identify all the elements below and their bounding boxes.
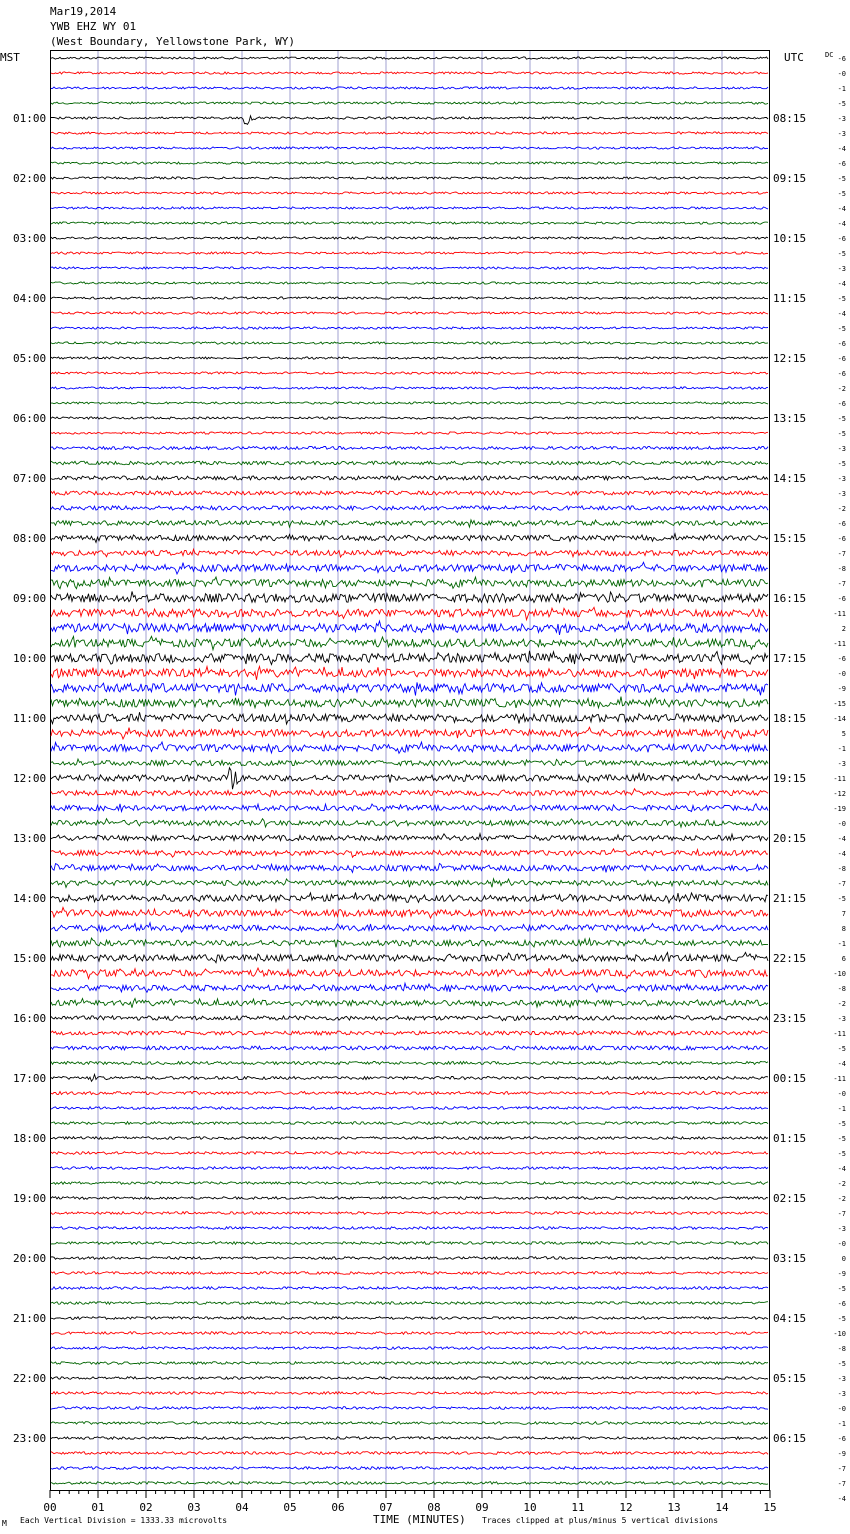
seismic-trace [51, 252, 768, 254]
left-hour-label: 17:00 [13, 1072, 47, 1085]
seismic-trace [51, 1137, 768, 1140]
right-hour-label: 20:15 [773, 832, 807, 845]
seismic-trace [51, 147, 768, 149]
seismic-trace [51, 1167, 768, 1170]
seismic-trace [51, 879, 768, 888]
left-hour-label: 10:00 [13, 652, 47, 665]
left-hour-label: 15:00 [13, 952, 47, 965]
dc-offset-value: -6 [837, 535, 846, 543]
x-tick-label: 06 [331, 1501, 345, 1514]
dc-offset-value: -7 [837, 880, 846, 888]
left-hour-label: 21:00 [13, 1312, 47, 1325]
x-tick-label: 14 [715, 1501, 729, 1514]
left-hour-label: 23:00 [13, 1432, 47, 1445]
dc-offset-value: -1 [837, 1420, 846, 1428]
right-hour-label: 01:15 [773, 1132, 807, 1145]
right-hour-label: 21:15 [773, 892, 807, 905]
seismic-trace [51, 1062, 768, 1065]
left-hour-label: 03:00 [13, 232, 47, 245]
grid [98, 51, 722, 1490]
seismic-trace [51, 222, 768, 224]
right-hour-label: 05:15 [773, 1372, 807, 1385]
dc-offset-value: -0 [837, 1405, 846, 1413]
seismic-trace [51, 893, 768, 903]
x-tick-label: 05 [283, 1501, 297, 1514]
dc-offset-value: -10 [833, 970, 846, 978]
dc-offset-value: -11 [833, 1030, 846, 1038]
seismic-trace [51, 282, 768, 284]
seismic-trace [51, 1332, 768, 1335]
left-hour-label: 02:00 [13, 172, 47, 185]
dc-offset-value: -6 [837, 1435, 846, 1443]
seismic-trace [51, 1046, 768, 1050]
dc-offset-value: -11 [833, 775, 846, 783]
dc-offset-value: -1 [837, 1105, 846, 1113]
x-tick-label: 09 [475, 1501, 489, 1514]
seismic-trace [51, 1107, 768, 1110]
dc-offset-value: -5 [837, 295, 846, 303]
seismic-trace [51, 1347, 768, 1350]
dc-offset-value: -6 [837, 340, 846, 348]
dc-offset-value: -0 [837, 670, 846, 678]
dc-offset-value: 6 [841, 955, 846, 963]
dc-offset-value: -7 [837, 1210, 846, 1218]
seismic-trace [51, 506, 768, 510]
x-tick-label: 11 [571, 1501, 585, 1514]
x-tick-label: 07 [379, 1501, 393, 1514]
right-hour-label: 12:15 [773, 352, 807, 365]
footer-left: Each Vertical Division = 1333.33 microvolts [20, 1516, 228, 1525]
seismic-trace [51, 742, 768, 753]
right-hour-label: 09:15 [773, 172, 807, 185]
dc-offset-value: -3 [837, 1390, 846, 1398]
dc-offset-value: -6 [837, 1300, 846, 1308]
dc-offset-value: -1 [837, 745, 846, 753]
right-hour-label: 17:15 [773, 652, 807, 665]
seismic-trace [51, 447, 768, 450]
right-hour-label: 22:15 [773, 952, 807, 965]
left-hour-label: 19:00 [13, 1192, 47, 1205]
x-axis-title: TIME (MINUTES) [373, 1513, 466, 1526]
x-tick-label: 03 [187, 1501, 201, 1514]
plot-frame [51, 51, 770, 1491]
dc-offset-value: -19 [833, 805, 846, 813]
seismic-trace [51, 1016, 768, 1021]
dc-offset-value: -3 [837, 760, 846, 768]
dc-offset-value: -3 [837, 130, 846, 138]
x-tick-label: 08 [427, 1501, 441, 1514]
right-hour-label: 19:15 [773, 772, 807, 785]
dc-offset-value: 0 [841, 1255, 846, 1263]
seismic-trace [51, 491, 768, 495]
dc-offset-value: -6 [837, 400, 846, 408]
dc-offset-value: -1 [837, 85, 846, 93]
seismic-trace [51, 1362, 768, 1365]
x-axis [43, 1490, 776, 1514]
corner-mark: M [2, 1519, 7, 1528]
seismic-trace [51, 237, 768, 239]
seismic-trace [51, 1092, 768, 1095]
seismic-trace [51, 983, 768, 992]
dc-offset-value: -9 [837, 685, 846, 693]
seismic-trace [51, 591, 768, 602]
seismic-trace [51, 102, 768, 104]
seismic-trace [51, 476, 768, 480]
header-station: YWB EHZ WY 01 [50, 20, 137, 33]
dc-offset-value: -2 [837, 1180, 846, 1188]
right-hour-label: 08:15 [773, 112, 807, 125]
right-hour-labels [773, 112, 806, 1445]
seismic-trace [51, 562, 768, 574]
right-hour-label: 11:15 [773, 292, 807, 305]
seismic-trace [51, 712, 768, 724]
seismic-trace [51, 312, 768, 314]
dc-offset-value: -6 [837, 655, 846, 663]
dc-offset-value: -1 [837, 940, 846, 948]
seismic-trace [51, 57, 768, 59]
right-hour-label: 00:15 [773, 1072, 807, 1085]
dc-offset-value: -2 [837, 1195, 846, 1203]
dc-offset-value: -5 [837, 100, 846, 108]
seismic-trace [51, 357, 768, 359]
dc-offset-value: -5 [837, 175, 846, 183]
seismic-trace [51, 1377, 768, 1380]
seismic-trace [51, 1227, 768, 1230]
dc-offset-value: -7 [837, 580, 846, 588]
dc-offset-value: -5 [837, 1045, 846, 1053]
seismic-trace [51, 952, 768, 962]
dc-offset-value: -9 [837, 1270, 846, 1278]
dc-offset-value: -0 [837, 1090, 846, 1098]
dc-offset-value: -3 [837, 1015, 846, 1023]
seismic-trace [51, 1287, 768, 1290]
dc-offset-value: -5 [837, 250, 846, 258]
dc-offset-value: -11 [833, 1075, 846, 1083]
seismic-trace [51, 327, 768, 329]
footer-right: Traces clipped at plus/minus 5 vertical divisions [482, 1516, 719, 1525]
dc-offset-value: -15 [833, 700, 846, 708]
left-hour-label: 14:00 [13, 892, 47, 905]
dc-offset-value: -6 [837, 355, 846, 363]
seismic-trace [51, 938, 768, 947]
dc-offset-value: -3 [837, 475, 846, 483]
dc-offset-value: -3 [837, 115, 846, 123]
left-hour-label: 11:00 [13, 712, 47, 725]
seismic-trace [51, 207, 768, 209]
dc-offset-value: -3 [837, 1375, 846, 1383]
right-hour-label: 10:15 [773, 232, 807, 245]
left-hour-label: 04:00 [13, 292, 47, 305]
dc-offset-value: -5 [837, 190, 846, 198]
dc-offset-value: -5 [837, 415, 846, 423]
seismic-trace [51, 1197, 768, 1200]
seismic-trace [51, 116, 768, 125]
dc-offset-value: -4 [837, 310, 846, 318]
dc-offset-value: -2 [837, 1000, 846, 1008]
right-hour-label: 03:15 [773, 1252, 807, 1265]
trace-group [51, 57, 768, 1484]
dc-offset-value: 2 [841, 625, 846, 633]
dc-offset-value: -9 [837, 1450, 846, 1458]
dc-offset-value: 8 [841, 925, 846, 933]
left-hour-labels [13, 112, 46, 1445]
left-hour-label: 06:00 [13, 412, 47, 425]
x-tick-label: 01 [91, 1501, 105, 1514]
seismic-trace [51, 621, 768, 635]
dc-offset-value: -0 [837, 820, 846, 828]
dc-offset-value: -5 [837, 1360, 846, 1368]
dc-offset-value: -4 [837, 835, 846, 843]
seismic-trace [51, 1031, 768, 1035]
seismic-trace [51, 1212, 768, 1215]
dc-offset-value: -3 [837, 1225, 846, 1233]
dc-offset-value: 5 [841, 730, 846, 738]
dc-offset-value: -5 [837, 1285, 846, 1293]
right-zone-label: UTC [784, 51, 804, 64]
seismic-trace [51, 402, 768, 404]
seismic-trace [51, 1152, 768, 1155]
seismic-trace [51, 636, 768, 649]
seismic-trace [51, 1074, 768, 1081]
seismic-trace [51, 999, 768, 1008]
left-hour-label: 22:00 [13, 1372, 47, 1385]
dc-offset-value: -4 [837, 1165, 846, 1173]
seismic-trace [51, 1302, 768, 1305]
dc-offset-value: -8 [837, 565, 846, 573]
seismic-trace [51, 1257, 768, 1260]
right-hour-label: 14:15 [773, 472, 807, 485]
seismic-trace [51, 864, 768, 873]
dc-offset-value: 7 [841, 910, 846, 918]
left-hour-label: 13:00 [13, 832, 47, 845]
dc-offset-value: -6 [837, 370, 846, 378]
right-hour-label: 02:15 [773, 1192, 807, 1205]
seismic-trace [51, 819, 768, 827]
seismic-trace [51, 651, 768, 665]
right-hour-label: 04:15 [773, 1312, 807, 1325]
dc-offset-value: -4 [837, 850, 846, 858]
seismic-trace [51, 342, 768, 344]
dc-offset-value: -0 [837, 70, 846, 78]
dc-offset-value: -6 [837, 160, 846, 168]
dc-offset-value: -6 [837, 55, 846, 63]
seismic-trace [51, 549, 768, 557]
seismic-trace [51, 1122, 768, 1125]
dc-offset-value: -10 [833, 1330, 846, 1338]
x-tick-label: 10 [523, 1501, 537, 1514]
dc-offset-value: -5 [837, 1120, 846, 1128]
dc-offset-value: -4 [837, 1060, 846, 1068]
seismic-trace [51, 666, 768, 679]
seismic-trace [51, 1317, 768, 1320]
dc-offset-value: -8 [837, 865, 846, 873]
dc-offset-value: -6 [837, 595, 846, 603]
seismic-trace [51, 177, 768, 179]
x-tick-label: 00 [43, 1501, 57, 1514]
left-hour-label: 08:00 [13, 532, 47, 545]
dc-offset-value: -0 [837, 1240, 846, 1248]
left-zone-label: MST [0, 51, 20, 64]
dc-offset-value: -6 [837, 520, 846, 528]
dc-offset-value: -7 [837, 550, 846, 558]
dc-offset-value: -5 [837, 430, 846, 438]
seismic-trace [51, 1182, 768, 1185]
right-hour-label: 16:15 [773, 592, 807, 605]
dc-offset-value: -4 [837, 280, 846, 288]
seismic-trace [51, 461, 768, 465]
dc-offset-value: -5 [837, 895, 846, 903]
dc-offset-value: -3 [837, 265, 846, 273]
seismic-trace [51, 1482, 768, 1485]
seismic-trace [51, 804, 768, 812]
dc-offset-value: -5 [837, 1135, 846, 1143]
seismic-trace [51, 1407, 768, 1410]
seismic-trace [51, 432, 768, 434]
seismic-trace [51, 162, 768, 164]
right-hour-label: 18:15 [773, 712, 807, 725]
dc-offset-value: -8 [837, 985, 846, 993]
seismic-trace [51, 1437, 768, 1440]
seismic-trace [51, 607, 768, 619]
seismic-trace [51, 759, 768, 766]
dc-offset-value: -8 [837, 1345, 846, 1353]
seismic-trace [51, 849, 768, 857]
seismic-trace [51, 192, 768, 194]
left-hour-label: 20:00 [13, 1252, 47, 1265]
left-hour-label: 05:00 [13, 352, 47, 365]
right-hour-label: 23:15 [773, 1012, 807, 1025]
seismic-trace [51, 520, 768, 527]
seismic-trace [51, 1452, 768, 1455]
seismic-trace [51, 417, 768, 419]
left-hour-label: 01:00 [13, 112, 47, 125]
seismic-trace [51, 267, 768, 269]
x-tick-label: 13 [667, 1501, 681, 1514]
right-hour-label: 15:15 [773, 532, 807, 545]
dc-offset-value: -12 [833, 790, 846, 798]
x-tick-label: 04 [235, 1501, 249, 1514]
dc-offset-value: -2 [837, 385, 846, 393]
seismic-trace [51, 534, 768, 543]
dc-offset-value: -2 [837, 505, 846, 513]
dc-offset-value: -7 [837, 1480, 846, 1488]
dc-offset-value: -11 [833, 640, 846, 648]
seismic-trace [51, 834, 768, 841]
dc-offset-value: -4 [837, 145, 846, 153]
dc-offset-value: -5 [837, 1150, 846, 1158]
left-hour-label: 18:00 [13, 1132, 47, 1145]
seismic-trace [51, 132, 768, 134]
seismic-trace [51, 72, 768, 74]
seismic-trace [51, 87, 768, 89]
seismic-trace [51, 682, 768, 695]
left-hour-label: 09:00 [13, 592, 47, 605]
x-tick-label: 02 [139, 1501, 153, 1514]
dc-offset-value: -5 [837, 1315, 846, 1323]
seismic-trace [51, 1422, 768, 1425]
dc-offset-value: -14 [833, 715, 846, 723]
seismic-trace [51, 297, 768, 299]
dc-offset-labels [833, 55, 846, 1503]
dc-offset-value: -3 [837, 445, 846, 453]
seismic-trace [51, 387, 768, 389]
header-location: (West Boundary, Yellowstone Park, WY) [50, 35, 296, 48]
dc-offset-value: -4 [837, 220, 846, 228]
dc-offset-value: -4 [837, 1495, 846, 1503]
seismic-trace [51, 727, 768, 739]
dc-offset-value: -4 [837, 205, 846, 213]
dc-offset-value: -5 [837, 325, 846, 333]
seismic-trace [51, 697, 768, 708]
left-hour-label: 12:00 [13, 772, 47, 785]
right-hour-label: 13:15 [773, 412, 807, 425]
header-date: Mar19,2014 [50, 5, 117, 18]
seismic-trace [51, 923, 768, 933]
seismic-trace [51, 372, 768, 374]
left-hour-label: 16:00 [13, 1012, 47, 1025]
seismic-trace [51, 768, 768, 790]
x-tick-label: 12 [619, 1501, 633, 1514]
dc-label: DC [825, 51, 834, 59]
seismic-trace [51, 1467, 768, 1470]
seismic-trace [51, 1272, 768, 1275]
seismic-trace [51, 968, 768, 979]
seismic-trace [51, 908, 768, 919]
seismic-trace [51, 577, 768, 589]
dc-offset-value: -11 [833, 610, 846, 618]
seismic-trace [51, 1242, 768, 1245]
dc-offset-value: -6 [837, 235, 846, 243]
x-tick-label: 15 [763, 1501, 777, 1514]
dc-offset-value: -5 [837, 460, 846, 468]
dc-offset-value: -3 [837, 490, 846, 498]
dc-offset-value: -7 [837, 1465, 846, 1473]
seismic-trace [51, 789, 768, 797]
left-hour-label: 07:00 [13, 472, 47, 485]
seismic-trace [51, 1392, 768, 1395]
right-hour-label: 06:15 [773, 1432, 807, 1445]
